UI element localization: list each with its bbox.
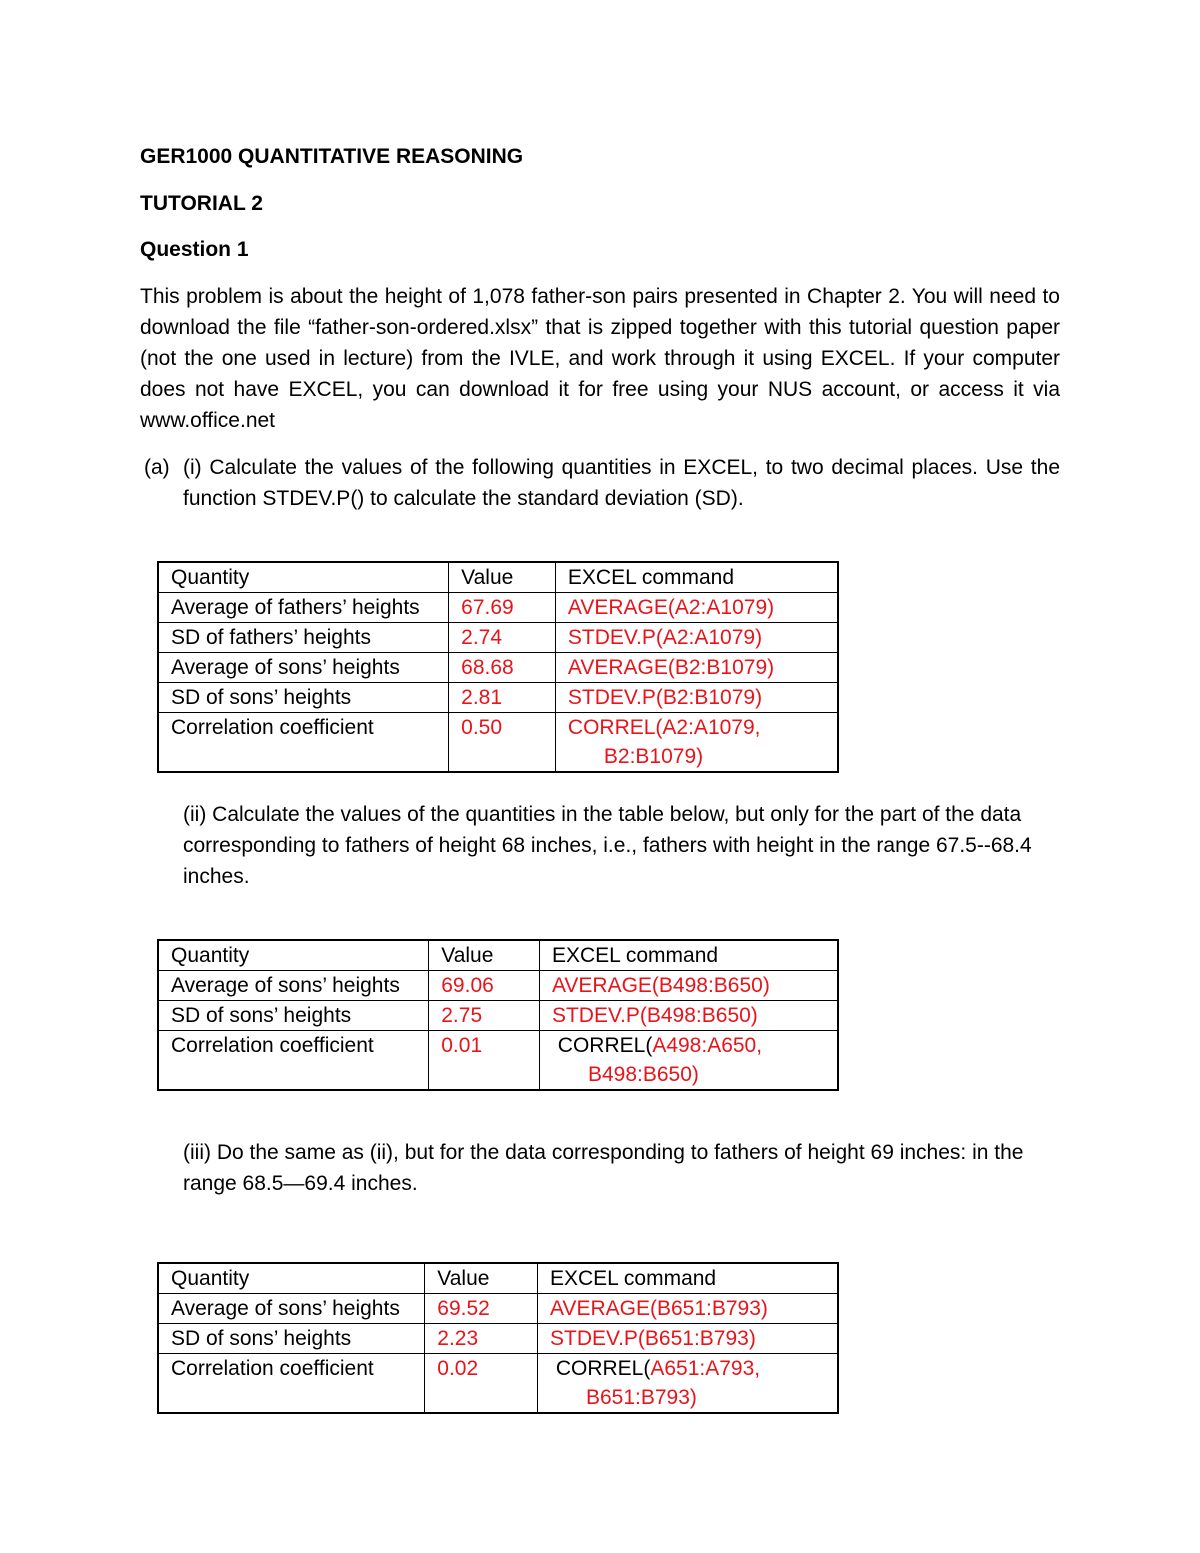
value-cell: 69.52	[425, 1294, 538, 1324]
table-row	[158, 1001, 838, 1031]
value-cell: 67.69	[449, 593, 556, 623]
command-line-2: B2:B1079)	[603, 745, 704, 768]
quantity-cell: Correlation coefficient	[158, 1031, 429, 1091]
command-cell	[537, 1354, 838, 1414]
value-cell: 68.68	[449, 653, 556, 683]
part-a-marker: (a)	[144, 456, 170, 479]
command-cell: STDEV.P(B498:B650)	[539, 1001, 838, 1031]
quantity-cell: SD of sons’ heights	[158, 1001, 429, 1031]
quantity-cell: SD of sons’ heights	[158, 683, 449, 713]
table-row	[158, 1294, 838, 1324]
table-part-i	[157, 561, 839, 773]
course-title: GER1000 QUANTITATIVE REASONING	[140, 145, 524, 168]
part-iii-text: (iii) Do the same as (ii), but for the data corresponding to fathers of height 69 inches: in the range 68.5—69.4 inches.	[183, 1141, 1024, 1195]
command-prefix: CORREL(	[555, 1357, 651, 1380]
header-value: Value	[425, 1263, 538, 1294]
value-cell: 0.50	[449, 713, 556, 773]
table-row	[158, 683, 838, 713]
part-ii-text: (ii) Calculate the values of the quantities in the table below, but only for the part of the data corresponding to fathers of height 68 inches, i.e., fathers with height in the range 67.5--68.4 inches.	[183, 803, 1032, 888]
quantity-cell: Average of sons’ heights	[158, 653, 449, 683]
table-header-row	[158, 1263, 838, 1294]
table-header-row	[158, 940, 838, 971]
value-cell: 2.75	[429, 1001, 540, 1031]
command-line-1: CORREL(A2:A1079,	[567, 716, 761, 739]
quantity-cell: Correlation coefficient	[158, 713, 449, 773]
table-row	[158, 593, 838, 623]
quantity-cell: Average of sons’ heights	[158, 1294, 425, 1324]
header-command: EXCEL command	[539, 940, 838, 971]
part-a	[140, 452, 1060, 514]
table-row	[158, 1324, 838, 1354]
value-cell: 0.01	[429, 1031, 540, 1091]
command-line-2: B651:B793)	[585, 1386, 697, 1409]
table-row	[158, 1354, 838, 1414]
value-cell: 0.02	[425, 1354, 538, 1414]
value-cell: 2.23	[425, 1324, 538, 1354]
quantity-cell: Average of fathers’ heights	[158, 593, 449, 623]
table-row	[158, 1031, 838, 1091]
tutorial-title: TUTORIAL 2	[140, 192, 263, 215]
command-cell: STDEV.P(B2:B1079)	[555, 683, 838, 713]
value-cell: 69.06	[429, 971, 540, 1001]
table-part-iii	[157, 1262, 839, 1414]
header-command: EXCEL command	[537, 1263, 838, 1294]
command-cell: STDEV.P(B651:B793)	[537, 1324, 838, 1354]
question-heading: Question 1	[140, 238, 249, 261]
table-row	[158, 971, 838, 1001]
value-cell: 2.74	[449, 623, 556, 653]
command-line-2: B498:B650)	[587, 1063, 699, 1086]
header-command: EXCEL command	[555, 562, 838, 593]
command-cell: AVERAGE(B2:B1079)	[555, 653, 838, 683]
quantity-cell: SD of sons’ heights	[158, 1324, 425, 1354]
value-cell: 2.81	[449, 683, 556, 713]
command-cell: AVERAGE(B651:B793)	[537, 1294, 838, 1324]
command-cell: STDEV.P(A2:A1079)	[555, 623, 838, 653]
command-line-1: A498:A650,	[652, 1034, 763, 1057]
part-a-text: (i) Calculate the values of the following quantities in EXCEL, to two decimal places. Use the function STDEV.P() to calculate the standard deviation (SD).	[183, 456, 1060, 510]
command-prefix: CORREL(	[557, 1034, 653, 1057]
header-value: Value	[429, 940, 540, 971]
intro-paragraph: This problem is about the height of 1,078 father-son pairs presented in Chapter 2. You will need to download the file “father-son-ordered.xlsx” that is zipped together with this tutorial question paper (not the one used in lecture) from the IVLE, and work through it using EXCEL. If your computer does not have EXCEL, you can download it for free using your NUS account, or access it via www.office.net	[140, 285, 1060, 432]
header-quantity: Quantity	[158, 1263, 425, 1294]
header-quantity: Quantity	[158, 562, 449, 593]
quantity-cell: SD of fathers’ heights	[158, 623, 449, 653]
table-header-row	[158, 562, 838, 593]
header-quantity: Quantity	[158, 940, 429, 971]
command-line-1: A651:A793,	[650, 1357, 761, 1380]
table-row	[158, 623, 838, 653]
table-row	[158, 653, 838, 683]
quantity-cell: Correlation coefficient	[158, 1354, 425, 1414]
command-cell	[555, 713, 838, 773]
header-value: Value	[449, 562, 556, 593]
command-cell: AVERAGE(A2:A1079)	[555, 593, 838, 623]
table-row	[158, 713, 838, 773]
quantity-cell: Average of sons’ heights	[158, 971, 429, 1001]
command-cell: AVERAGE(B498:B650)	[539, 971, 838, 1001]
command-cell	[539, 1031, 838, 1091]
table-part-ii	[157, 939, 839, 1091]
